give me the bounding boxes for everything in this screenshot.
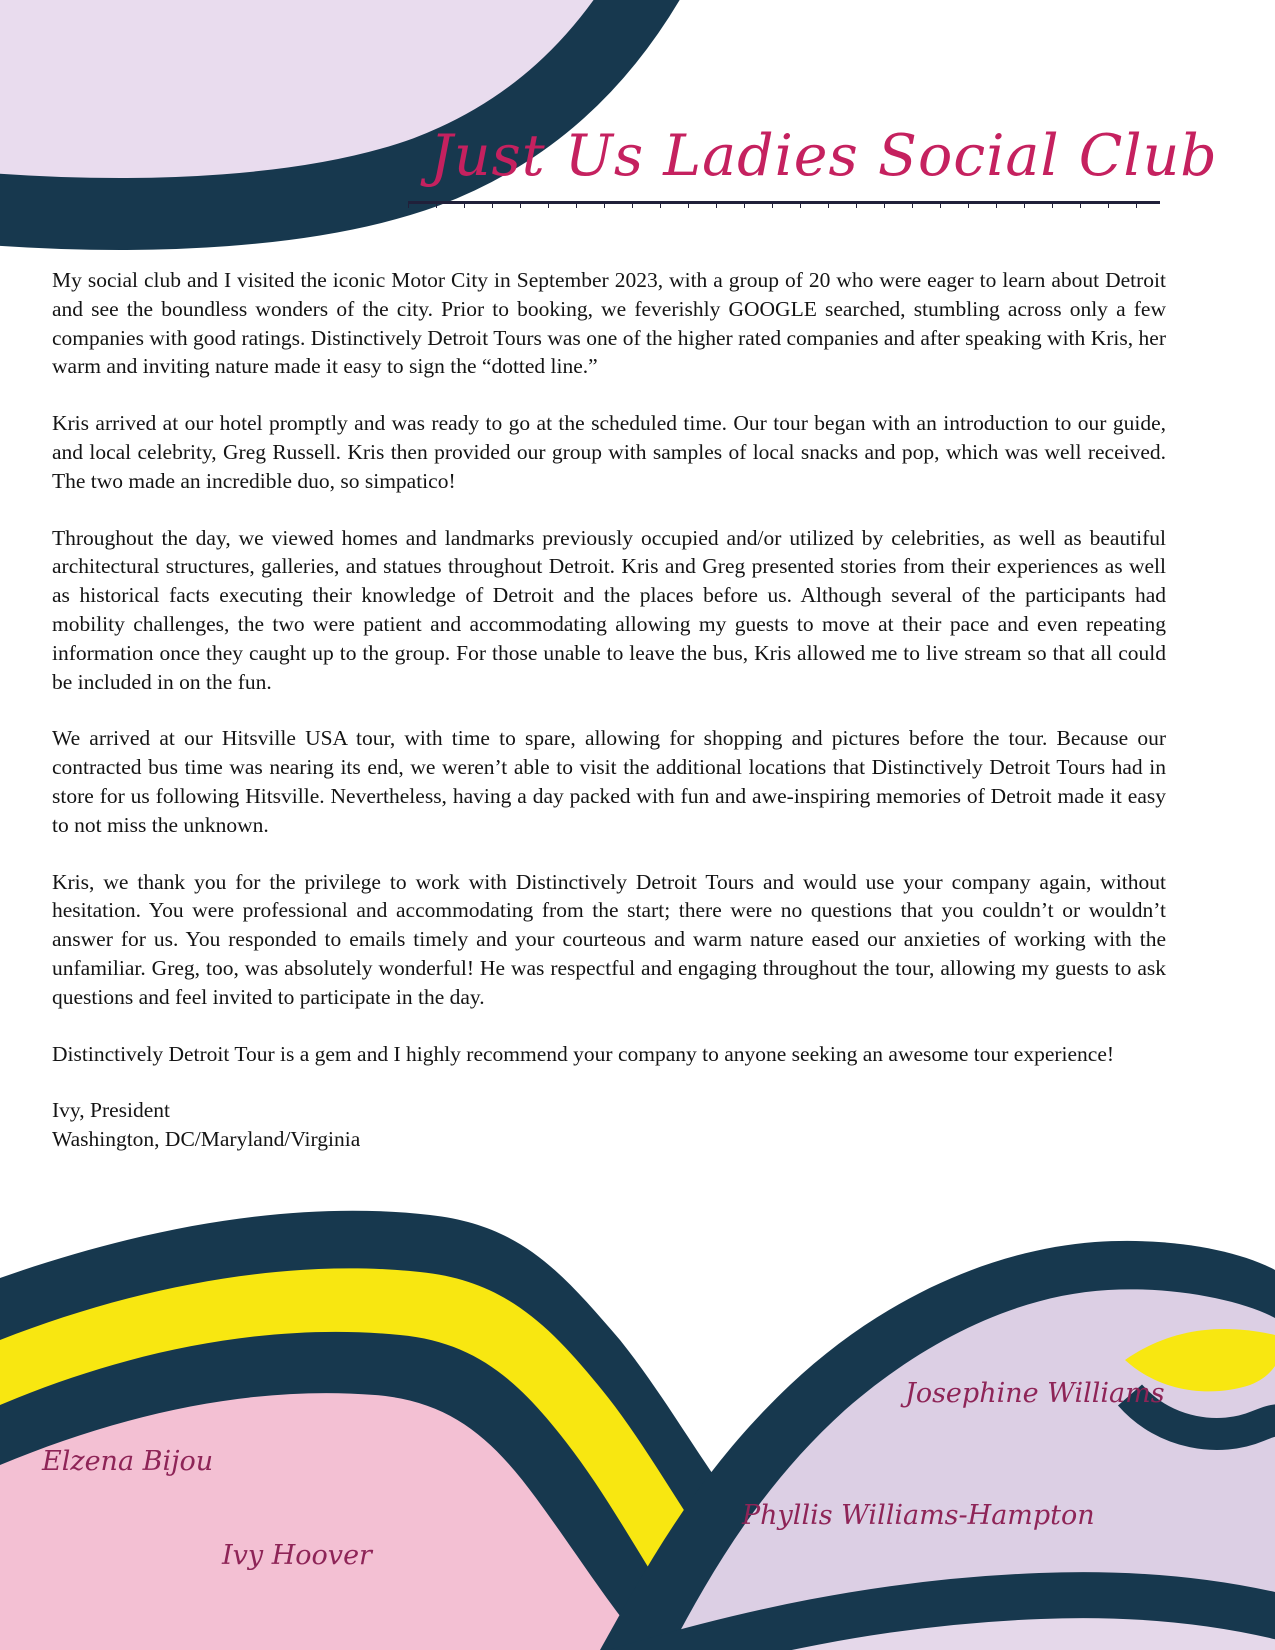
member-signature-elzena-bijou: Elzena Bijou bbox=[42, 1446, 214, 1477]
letter-paragraph-2: Kris arrived at our hotel promptly and was ready to go at the scheduled time. Our tour began with an introduction to our guide, and local celebrity, Greg Russell. Kris then provided our group with samples of local snacks and pop, which was well received. The two made an incredible duo, so simpatico! bbox=[52, 411, 1166, 493]
member-signature-josephine-williams: Josephine Williams bbox=[905, 1378, 1165, 1409]
club-title: Just Us Ladies Social Club bbox=[430, 123, 1218, 189]
footer-wave-graphic bbox=[0, 1210, 1275, 1650]
letter-paragraph-6: Distinctively Detroit Tour is a gem and I highly recommend your company to anyone seeking an awesome tour experience! bbox=[52, 1041, 1115, 1066]
letter-paragraph-5: Kris, we thank you for the privilege to work with Distinctively Detroit Tours and would use your company again, without hesitation. You were professional and accommodating from the start; there were no questions that you couldn’t or wouldn’t answer for us. You responded to emails timely and your courteous and warm nature eased our anxieties of working with the unfamiliar. Greg, too, was absolutely wonderful! He was respectful and engaging throughout the tour, allowing my guests to ask questions and feel invited to participate in the day. bbox=[52, 869, 1166, 1009]
title-underline bbox=[408, 201, 1160, 208]
letter-paragraph-3: Throughout the day, we viewed homes and landmarks previously occupied and/or utilized by celebrities, as well as beautiful architectural structures, galleries, and statues throughout Detroit. Kris and Greg presented stories from their experiences as well as historical facts executing their knowledge of Detroit and the places before us. Although several of the participants had mobility challenges, the two were patient and accommodating allowing my guests to move at their pace and even repeating information once they caught up to the group. For those unable to leave the bus, Kris allowed me to live stream so that all could be included in on the fun. bbox=[52, 525, 1166, 694]
member-signature-phyllis-williams-hampton: Phyllis Williams-Hampton bbox=[742, 1500, 1095, 1531]
member-signature-ivy-hoover: Ivy Hoover bbox=[222, 1540, 372, 1571]
signature-name: Ivy, President bbox=[52, 1098, 171, 1123]
signature-location: Washington, DC/Maryland/Virginia bbox=[52, 1127, 361, 1152]
letter-paragraph-1: My social club and I visited the iconic Motor City in September 2023, with a group of 20 who were eager to learn about Detroit and see the boundless wonders of the city. Prior to booking, we feverishly GOOGLE searched, stumbling across only a few companies with good ratings. Distinctively Detroit Tours was one of the higher rated companies and after speaking with Kris, her warm and inviting nature made it easy to sign the “dotted line.” bbox=[52, 268, 1166, 379]
letter-paragraph-4: We arrived at our Hitsville USA tour, with time to spare, allowing for shopping and pictures before the tour. Because our contracted bus time was nearing its end, we weren’t able to visit the additional locations that Distinctively Detroit Tours had in store for us following Hitsville. Nevertheless, having a day packed with fun and awe-inspiring memories of Detroit made it easy to not miss the unknown. bbox=[52, 726, 1166, 837]
letter-body bbox=[52, 266, 1166, 1154]
signature-block bbox=[52, 1096, 1166, 1154]
